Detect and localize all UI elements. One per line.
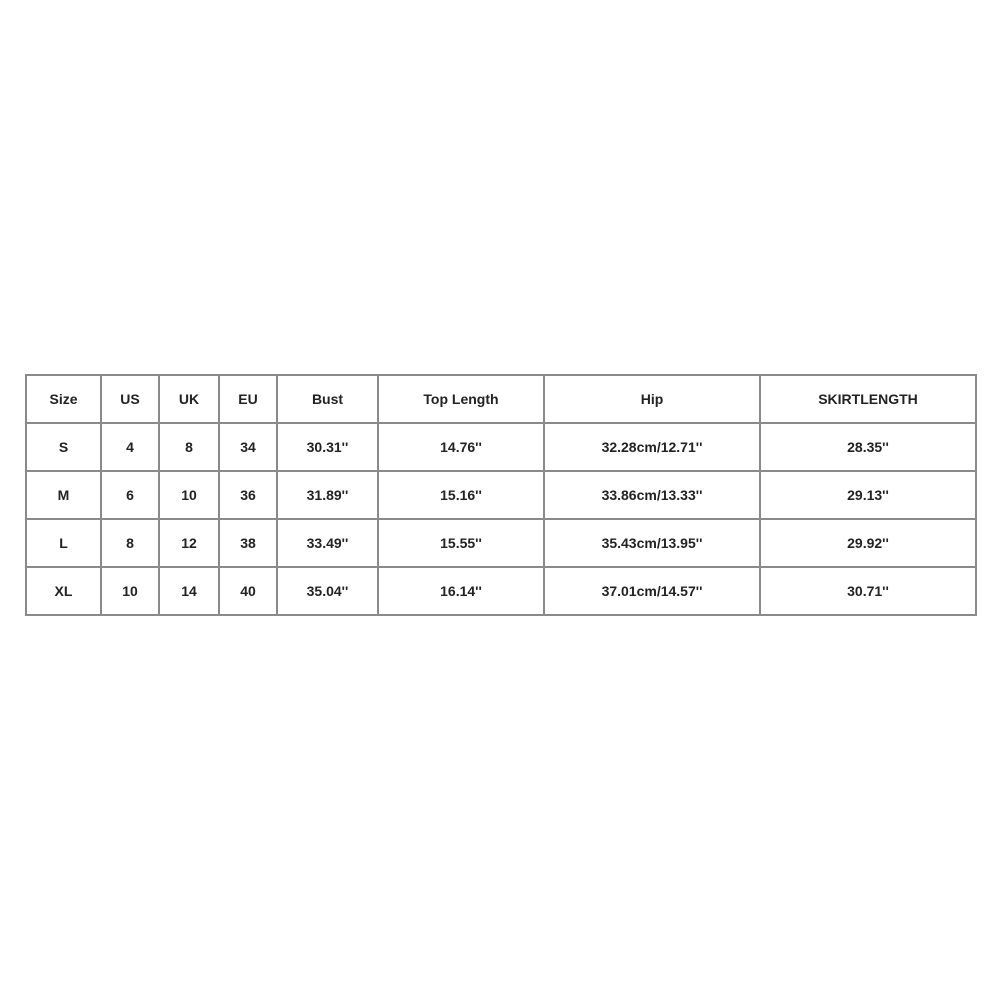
cell-size: S xyxy=(26,423,101,471)
header-size: Size xyxy=(26,375,101,423)
cell-bust: 31.89'' xyxy=(277,471,378,519)
cell-skirt-length: 30.71'' xyxy=(760,567,976,615)
header-hip: Hip xyxy=(544,375,760,423)
cell-uk: 14 xyxy=(159,567,219,615)
header-us: US xyxy=(101,375,159,423)
cell-hip: 35.43cm/13.95'' xyxy=(544,519,760,567)
cell-skirt-length: 29.92'' xyxy=(760,519,976,567)
table-row xyxy=(26,423,976,471)
header-skirt-length: SKIRTLENGTH xyxy=(760,375,976,423)
cell-skirt-length: 29.13'' xyxy=(760,471,976,519)
cell-top-length: 15.55'' xyxy=(378,519,544,567)
cell-uk: 10 xyxy=(159,471,219,519)
cell-hip: 33.86cm/13.33'' xyxy=(544,471,760,519)
cell-us: 8 xyxy=(101,519,159,567)
cell-top-length: 15.16'' xyxy=(378,471,544,519)
cell-eu: 36 xyxy=(219,471,277,519)
cell-hip: 32.28cm/12.71'' xyxy=(544,423,760,471)
cell-uk: 12 xyxy=(159,519,219,567)
cell-us: 4 xyxy=(101,423,159,471)
cell-eu: 34 xyxy=(219,423,277,471)
cell-skirt-length: 28.35'' xyxy=(760,423,976,471)
cell-us: 6 xyxy=(101,471,159,519)
cell-size: L xyxy=(26,519,101,567)
table-row xyxy=(26,519,976,567)
header-eu: EU xyxy=(219,375,277,423)
cell-size: M xyxy=(26,471,101,519)
cell-us: 10 xyxy=(101,567,159,615)
cell-size: XL xyxy=(26,567,101,615)
cell-eu: 40 xyxy=(219,567,277,615)
cell-top-length: 16.14'' xyxy=(378,567,544,615)
table-row xyxy=(26,471,976,519)
cell-hip: 37.01cm/14.57'' xyxy=(544,567,760,615)
table-header xyxy=(26,375,976,423)
header-bust: Bust xyxy=(277,375,378,423)
cell-uk: 8 xyxy=(159,423,219,471)
cell-bust: 33.49'' xyxy=(277,519,378,567)
header-uk: UK xyxy=(159,375,219,423)
cell-bust: 35.04'' xyxy=(277,567,378,615)
table-body xyxy=(26,423,976,615)
header-top-length: Top Length xyxy=(378,375,544,423)
table-row xyxy=(26,567,976,615)
cell-top-length: 14.76'' xyxy=(378,423,544,471)
size-chart-table xyxy=(25,374,977,616)
header-row xyxy=(26,375,976,423)
cell-bust: 30.31'' xyxy=(277,423,378,471)
cell-eu: 38 xyxy=(219,519,277,567)
